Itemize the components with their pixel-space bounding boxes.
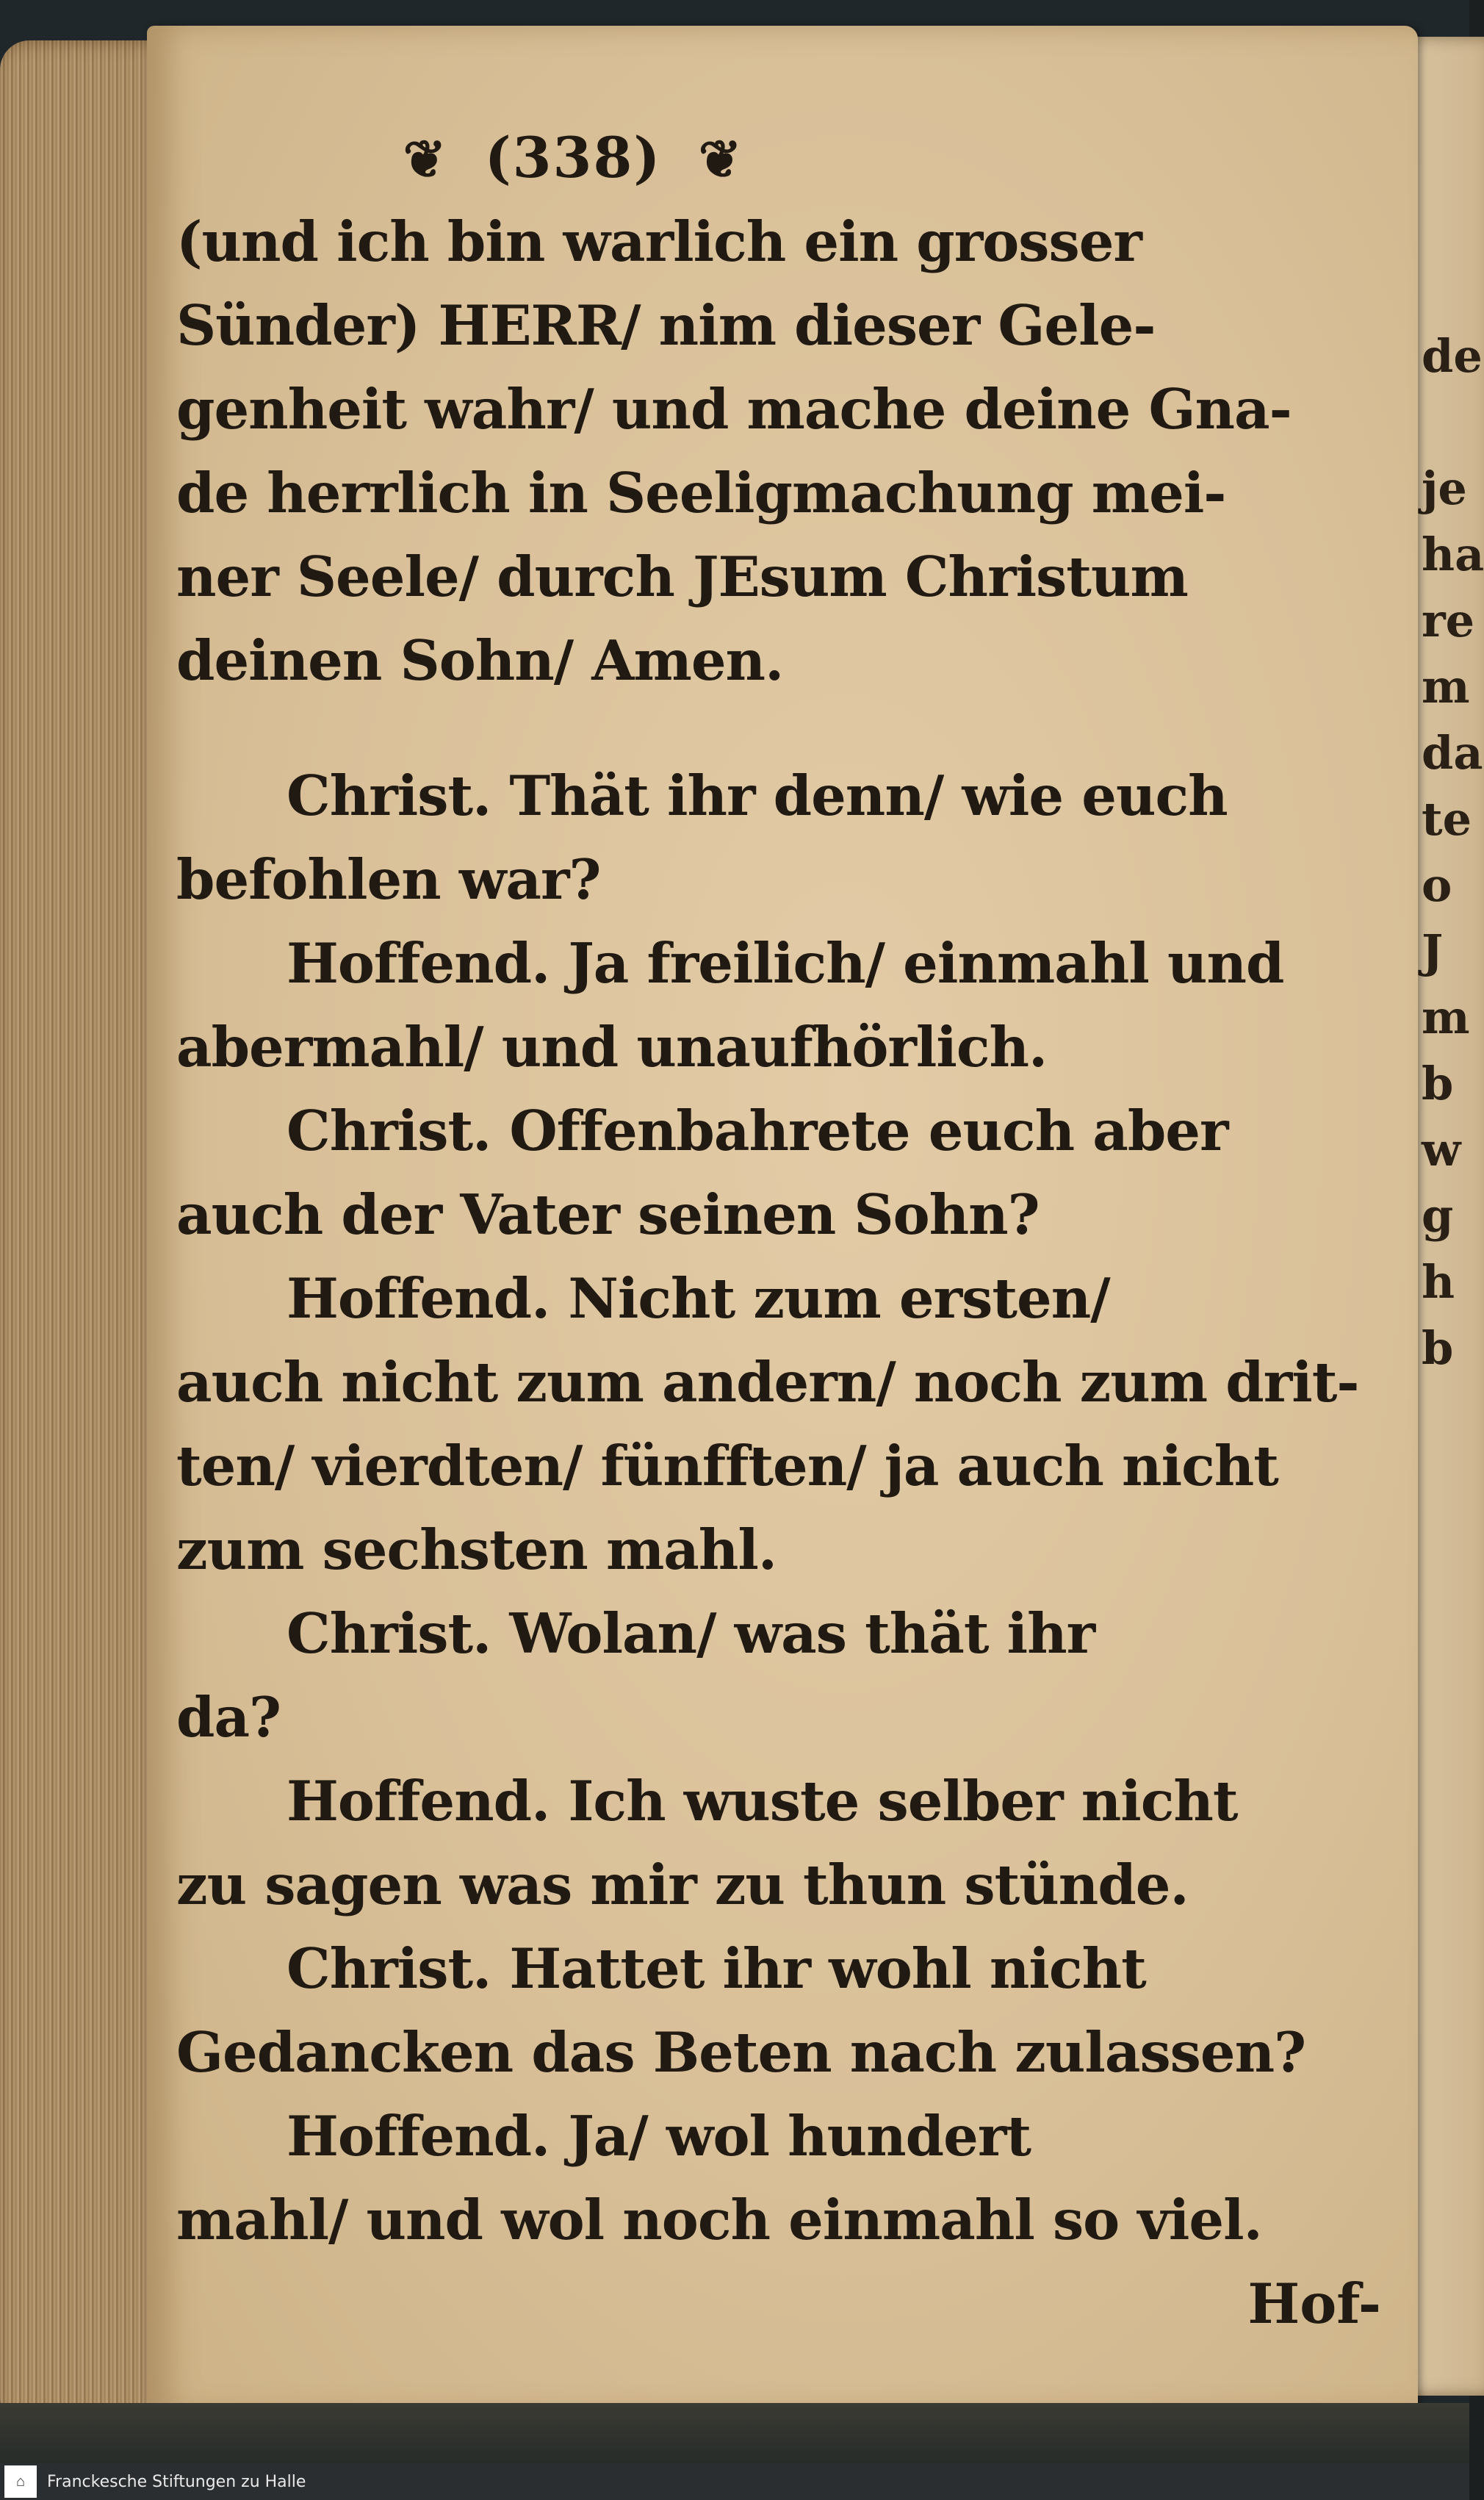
dialogue-line: befohlen war? [176,847,601,912]
dialogue-line: auch nicht zum andern/ noch zum drit- [176,1350,1359,1415]
facing-page-fragment: te [1422,792,1472,846]
facing-page-fragment: b [1422,1321,1454,1375]
text-line: de herrlich in Seeligmachung mei- [176,461,1226,525]
dialogue-entry [176,1089,1396,1257]
institution-logo-icon: ⌂ [4,2465,37,2498]
facing-page-fragment: b [1422,1057,1454,1110]
dialogue-line: Hoffend. Ja freilich/ einmahl und [287,931,1284,996]
text-line: (und ich bin warlich ein grosser [176,209,1142,274]
facing-page-fragment: je [1422,461,1467,515]
dialogue-line: mahl/ und wol noch einmahl so viel. [176,2188,1262,2252]
facing-page-fragment: da [1422,726,1483,780]
facing-page-fragment: m [1422,991,1470,1044]
text-line: Sünder) HERR/ nim dieser Gele- [176,293,1156,358]
institution-name: Franckesche Stiftungen zu Halle [47,2472,306,2491]
text-line: deinen Sohn/ Amen. [176,628,784,693]
facing-page-fragment: o [1422,858,1452,912]
right-ornament-icon: ❦ [698,129,743,190]
footer-bar [0,2463,1469,2500]
catchword: Hof- [1247,2271,1381,2336]
dialogue-line: Hoffend. Ja/ wol hundert [287,2104,1031,2169]
dialogue-line: zum sechsten mahl. [176,1517,777,1582]
dialogue-entry [176,1257,1396,1592]
dialogue-entry [176,754,1396,922]
dialogue-entry [176,1759,1396,1927]
dialogue-line: zu sagen was mir zu thun stünde. [176,1853,1189,1917]
dialogue-line: Christ. Wolan/ was thät ihr [287,1601,1095,1666]
dialogue-line: Gedancken das Beten nach zulassen? [176,2020,1306,2085]
dialogue-entry [176,1592,1396,1759]
facing-page-fragment: J [1422,924,1444,978]
left-ornament-icon: ❦ [403,129,448,190]
dialogue-line: ten/ vierdten/ fünfften/ ja auch nicht [176,1434,1278,1498]
text-line: ner Seele/ durch JEsum Christum [176,545,1188,609]
dialogue-entry [176,2094,1396,2262]
dialogue-line: da? [176,1685,281,1750]
facing-page-fragment: w [1422,1123,1461,1177]
dialogue-line: Hoffend. Ich wuste selber nicht [287,1769,1238,1833]
page-number: (338) [484,125,662,190]
facing-page-fragment: m [1422,660,1470,714]
page-number-header [176,118,970,200]
facing-page-fragment: h [1422,1255,1455,1309]
facing-page-fragment: de [1422,329,1483,383]
dialogue-line: Christ. Offenbahrete euch aber [287,1099,1228,1163]
facing-page-text-fragments [1422,323,1484,1382]
dialogue-entry [176,1927,1396,2094]
dialogue-line: Christ. Hattet ihr wohl nicht [287,1936,1146,2001]
facing-page-fragment [1422,389,1469,456]
page-content [176,118,1396,2346]
binding-strip [0,2403,1469,2469]
dialogue-entry [176,922,1396,1089]
dialogue-line: Christ. Thät ihr denn/ wie euch [287,764,1228,828]
text-line: genheit wahr/ und mache deine Gna- [176,377,1292,442]
facing-page-fragment: g [1422,1189,1454,1243]
dialogue-line: Hoffend. Nicht zum ersten/ [287,1266,1110,1331]
facing-page-fragment: ha [1422,528,1484,581]
dialogue-line: abermahl/ und unaufhörlich. [176,1015,1048,1080]
facing-page-fragment: re [1422,594,1475,647]
dialogue-line: auch der Vater seinen Sohn? [176,1182,1040,1247]
